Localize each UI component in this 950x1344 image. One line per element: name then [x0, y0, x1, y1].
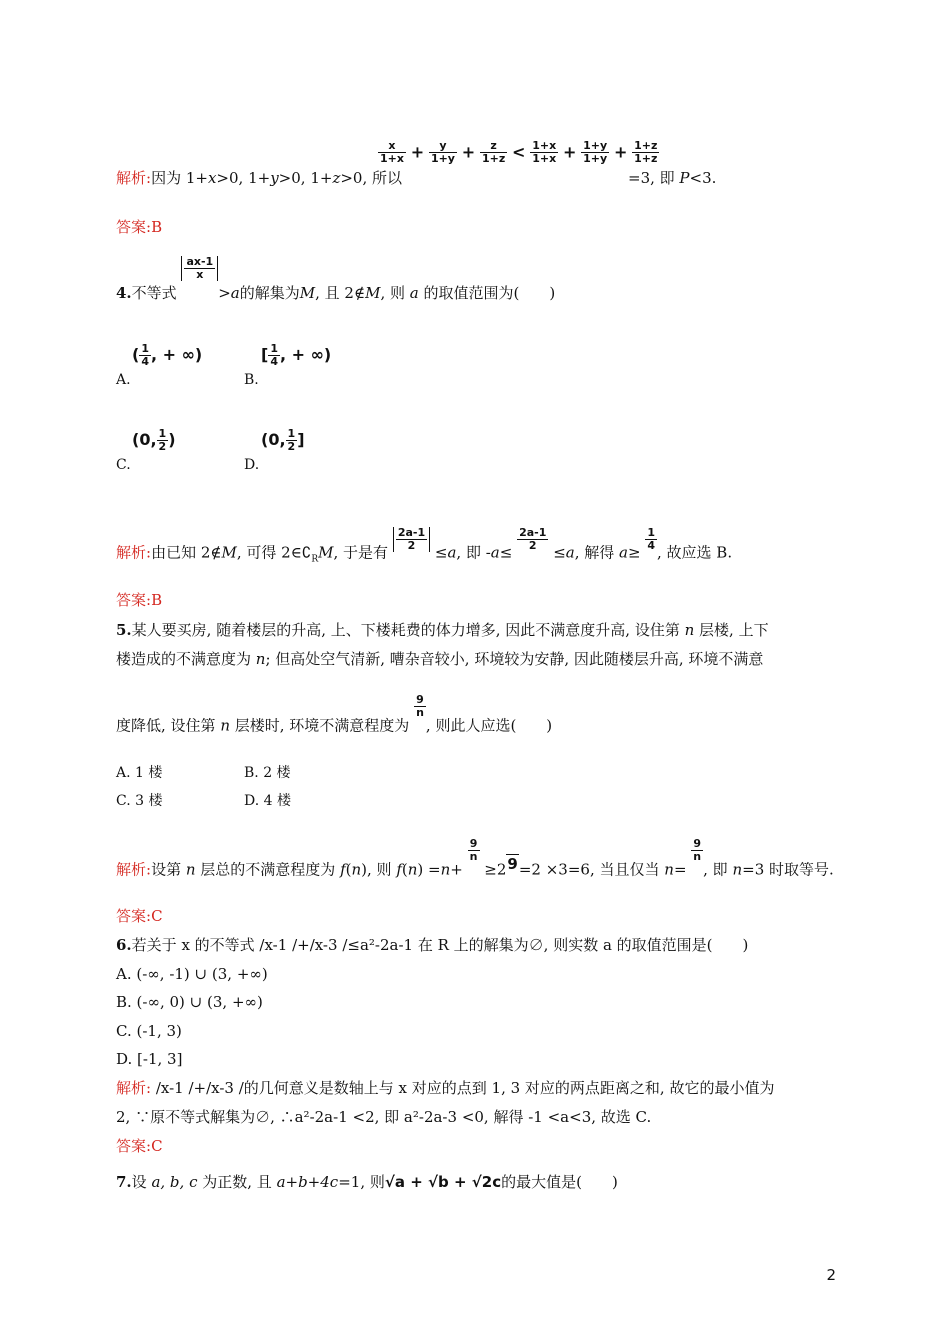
q6-stem: 6.若关于 x 的不等式 /x-1 /+/x-3 /≤a²-2a-1 在 R 上的解集为∅, 则实数 a 的取值范围是( ): [116, 936, 749, 954]
q4-option-d-math: (0, $\frac{1}{2}$ ]: [261, 427, 305, 453]
q6-option-c: C. (-1, 3): [116, 1022, 182, 1040]
q6-solution-line1: 解析: /x-1 /+/x-3 /的几何意义是数轴上与 x 对应的点到 1, 3 对应的两点距离之和, 故它的最小值为: [116, 1079, 775, 1097]
q6-option-d: D. [-1, 3]: [116, 1050, 183, 1068]
page-number: 2: [826, 1266, 836, 1284]
q4-solution: 解析:由已知 2∉M, 可得 $2\in∁_RM$, 于是有 $\frac{2a-1}{2}$ ≤a, 即 -a≤ $\frac{2a-1}{2}$ ≤a, 解得 a≥ $\frac{1}{4}$ , 故应选 B.: [116, 526, 733, 565]
q5-line3: 度降低, 设住第 n 层楼时, 环境不满意程度为 $\frac{9}{n}$ , 则此人应选( ): [116, 693, 553, 735]
q4-answer: 答案:B: [116, 591, 163, 609]
q5-line1: 5.某人要买房, 随着楼层的升高, 上、下楼耗费的体力增多, 因此不满意度升高, 设住第 n 层楼, 上下: [116, 621, 769, 639]
q5-option-c: C. 3 楼: [116, 793, 163, 809]
q6-option-b: B. (-∞, 0) ∪ (3, +∞): [116, 993, 263, 1011]
q5-option-a: A. 1 楼: [116, 765, 163, 781]
q6-option-a: A. (-∞, -1) ∪ (3, +∞): [116, 965, 268, 983]
q4-stem: 4.不等式 $\frac{ax-1}{x}$ >a的解集为M, 且 2∉M, 则 a 的取值范围为( ): [116, 254, 556, 302]
q5-option-b: B. 2 楼: [244, 765, 291, 781]
q4-option-c: C.: [116, 457, 131, 473]
q4-option-b-math: [ $\frac{1}{4}$ , + ∞): [261, 342, 332, 368]
q4-abs-fraction: $\frac{ax-1}{x}$: [181, 256, 218, 281]
q6-answer: 答案:C: [116, 1137, 163, 1155]
q4-option-d: D.: [244, 457, 260, 473]
q7-stem: 7.设 a, b, c 为正数, 且 a+b+4c=1, 则√a + √b + √2c的最大值是( ): [116, 1173, 618, 1191]
q5-option-d: D. 4 楼: [244, 793, 291, 809]
q4-option-a-math: ( $\frac{1}{4}$ , + ∞): [132, 342, 203, 368]
q3-solution-tail: =3, 即 P<3.: [628, 169, 717, 187]
q5-line2: 楼造成的不满意度为 n; 但高处空气清新, 嘈杂音较小, 环境较为安静, 因此随楼层升高, 环境不满意: [116, 650, 764, 668]
q5-answer: 答案:C: [116, 907, 163, 925]
q3-solution: 解析:因为 1+x>0, 1+y>0, 1+z>0, 所以: [116, 169, 402, 187]
q3-answer: 答案:B: [116, 218, 163, 236]
q6-solution-line2: 2, ∵原不等式解集为∅, ∴a²-2a-1 <2, 即 a²-2a-3 <0, 解得 -1 <a<3, 故选 C.: [116, 1108, 652, 1126]
q4-sol-abs: $\frac{2a-1}{2}$: [393, 527, 430, 552]
q4-option-c-math: (0, $\frac{1}{2}$ ): [132, 427, 176, 453]
q5-solution: 解析:设第 n 层总的不满意程度为 f(n), 则 f(n) =n+ $\frac{9}{n}$ ≥29=2 ×3=6, 当且仅当 n= $\frac{9}{n}$ , 即 n=3 时取等号.: [116, 837, 834, 879]
q3-inequality: $\frac{x}{1+x}$ + $\frac{y}{1+y}$ + $\frac{z}{1+z}$ < $\frac{1+x}{1+x}$ + $\frac{1+y}{1+y}$ + $\frac{1+z}{1+z}$: [380, 139, 658, 165]
q4-option-a: A.: [116, 372, 131, 388]
q4-option-b: B.: [244, 372, 259, 388]
